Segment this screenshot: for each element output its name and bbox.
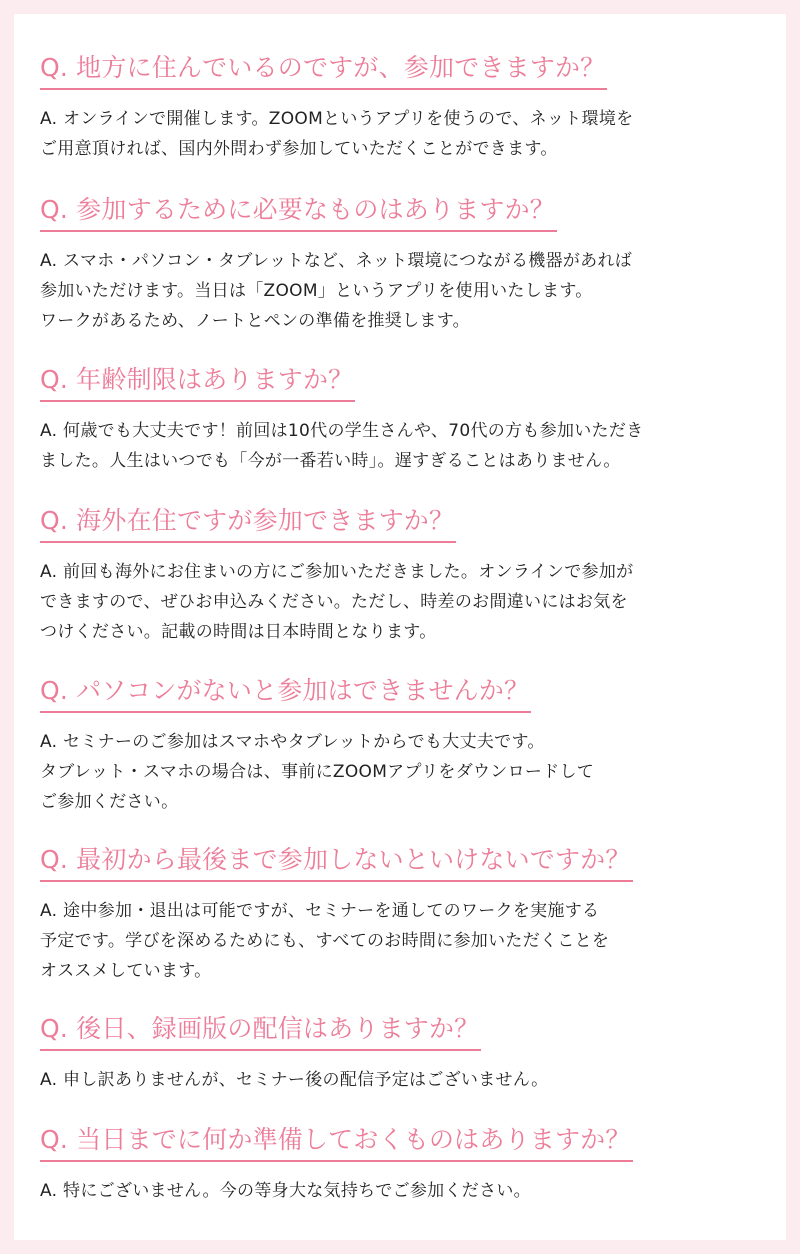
faq-item-8 <box>40 1122 766 1206</box>
faq-item-6 <box>40 842 766 986</box>
faq-answer-5: A. セミナーのご参加はスマホやタブレットからでも大丈夫です。 タブレット・スマホの場合は、事前にZOOMアプリをダウンロードして ご参加ください。 <box>40 732 595 812</box>
faq-item-7 <box>40 1011 766 1095</box>
faq-item-2 <box>40 192 766 336</box>
faq-answer-3: A. 何歳でも大丈夫です！前回は10代の学生さんや、70代の方も参加いただき ました。人生はいつでも「今が一番若い時」。遅すぎることはありません。 <box>40 421 644 471</box>
faq-question-4: Q. 海外在住ですが参加できますか？ <box>40 503 456 543</box>
faq-question-3: Q. 年齢制限はありますか？ <box>40 362 355 402</box>
faq-item-1 <box>40 50 766 164</box>
faq-item-3 <box>40 362 766 476</box>
faq-question-1: Q. 地方に住んでいるのですが、参加できますか？ <box>40 50 607 90</box>
faq-card <box>14 14 786 1240</box>
faq-item-5 <box>40 673 766 817</box>
faq-question-8: Q. 当日までに何か準備しておくものはありますか？ <box>40 1122 633 1162</box>
faq-answer-8: A. 特にございません。今の等身大な気持ちでご参加ください。 <box>40 1181 531 1201</box>
faq-answer-2: A. スマホ・パソコン・タブレットなど、ネット環境につながる機器があれば 参加いただけます。当日は「ZOOM」というアプリを使用いたします。 ワークがあるため、ノートとペンの準備を推奨します。 <box>40 251 633 331</box>
faq-answer-7: A. 申し訳ありませんが、セミナー後の配信予定はございません。 <box>40 1070 549 1090</box>
faq-question-6: Q. 最初から最後まで参加しないといけないですか？ <box>40 842 633 882</box>
faq-item-4 <box>40 503 766 647</box>
faq-question-5: Q. パソコンがないと参加はできませんか？ <box>40 673 531 713</box>
faq-answer-1: A. オンラインで開催します。ZOOMというアプリを使うので、ネット環境を ご用意頂ければ、国内外問わず参加していただくことができます。 <box>40 109 634 159</box>
faq-question-7: Q. 後日、録画版の配信はありますか？ <box>40 1011 481 1051</box>
faq-answer-6: A. 途中参加・退出は可能ですが、セミナーを通してのワークを実施する 予定です。学びを深めるためにも、すべてのお時間に参加いただくことを オススメしています。 <box>40 901 610 981</box>
faq-answer-4: A. 前回も海外にお住まいの方にご参加いただきました。オンラインで参加が できますので、ぜひお申込みください。ただし、時差のお間違いにはお気を つけください。記載の時間は日本時間となります。 <box>40 562 634 642</box>
faq-question-2: Q. 参加するために必要なものはありますか？ <box>40 192 557 232</box>
